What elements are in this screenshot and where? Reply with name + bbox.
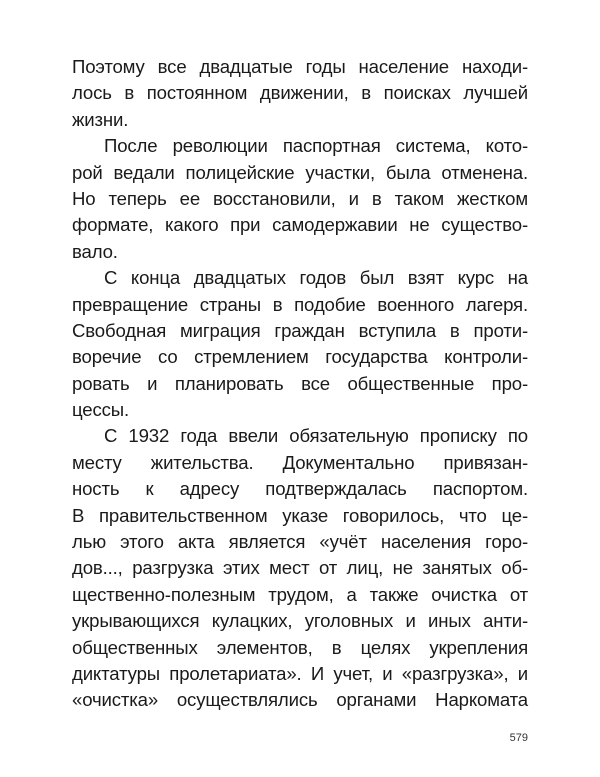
text-line: лью этого акта является «учёт населения горо-: [72, 531, 528, 553]
text-line: В правительственном указе говорилось, что це-: [72, 504, 528, 526]
text-line: формате, какого при самодержавии не существо-: [72, 214, 528, 236]
text-line: превращение страны в подобие военного лагеря.: [72, 293, 528, 315]
text-line: вало.: [72, 240, 118, 262]
text-line: рой ведали полицейские участки, была отменена.: [72, 161, 528, 183]
text-line: жизни.: [72, 108, 129, 130]
text-line: После революции паспортная система, кото-: [104, 135, 528, 157]
text-line: «очистка» осуществлялись органами Наркомата: [72, 689, 528, 711]
text-line: общественных элементов, в целях укрепления: [72, 636, 528, 658]
page-number: 579: [509, 732, 528, 744]
text-line: ровать и планировать все общественные про-: [72, 372, 528, 394]
text-line: С конца двадцатых годов был взят курс на: [104, 267, 528, 289]
text-line: диктатуры пролетариата». И учет, и «разгрузка», и: [72, 662, 528, 684]
text-line: С 1932 года ввели обязательную прописку по: [104, 425, 528, 447]
body-text: [72, 54, 528, 714]
text-line: ность к адресу подтверждалась паспортом.: [72, 478, 528, 500]
text-line: Но теперь ее восстановили, и в таком жестком: [72, 187, 528, 209]
text-line: Свободная миграция граждан вступила в проти-: [72, 319, 528, 341]
text-line: цессы.: [72, 399, 130, 421]
text-line: укрывающихся кулацких, уголовных и иных анти-: [72, 610, 528, 632]
text-line: месту жительства. Документально привязан-: [72, 451, 528, 473]
text-line: щественно-полезным трудом, а также очистка от: [72, 583, 528, 605]
text-line: воречие со стремлением государства контроли-: [72, 346, 528, 368]
text-line: лось в постоянном движении, в поисках лучшей: [72, 82, 528, 104]
text-line: Поэтому все двадцатые годы население находи-: [72, 56, 528, 77]
text-line: дов..., разгрузка этих мест от лиц, не занятых об-: [72, 557, 528, 579]
